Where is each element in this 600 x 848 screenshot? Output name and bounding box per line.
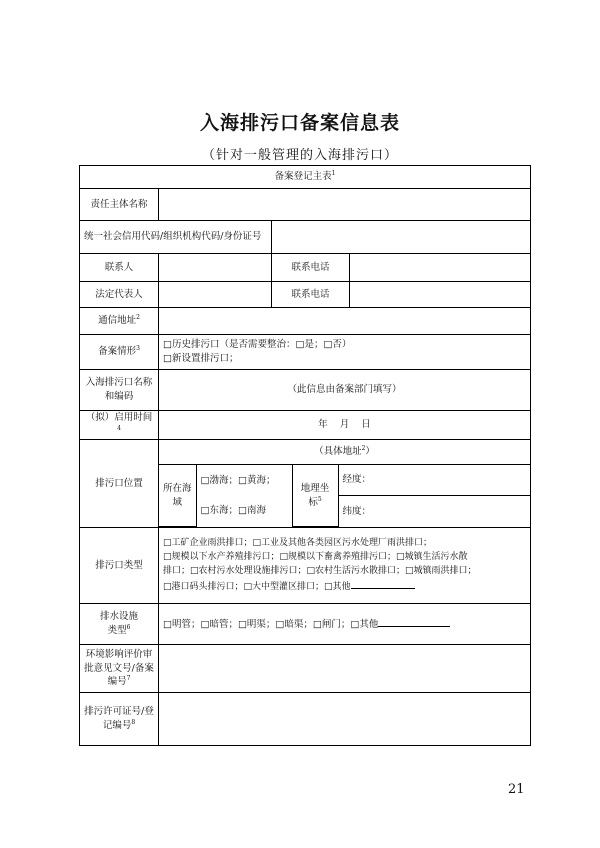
contact-phone-value[interactable] — [350, 254, 531, 282]
credit-code-label: 统一社会信用代码/组织机构代码/身份证号 — [80, 221, 272, 254]
section-header: 备案登记主表$^1$ — [80, 166, 531, 189]
outlet-type-other-blank[interactable] — [351, 579, 415, 589]
outlet-location-label: 排污口位置 — [80, 439, 159, 528]
coordinate-label: 地理坐标$^5$ — [292, 465, 338, 527]
credit-code-value[interactable] — [272, 221, 531, 254]
outlet-location-block — [159, 439, 531, 528]
drainage-other-blank[interactable] — [378, 617, 450, 627]
sea-area-options-1[interactable]: □渤海；□黄海； — [196, 465, 292, 496]
outlet-type-line-3[interactable]: 排口；□农村污水处理设施排污口；□农村生活污水散排口；□城镇雨洪排口； — [163, 565, 477, 576]
mailing-address-label: 通信地址$^2$ — [80, 308, 159, 335]
outlet-location-inner — [159, 440, 530, 528]
eia-label: 环境影响评价审批意见文号/备案编号$^7$ — [80, 645, 159, 693]
outlet-type-line-1[interactable]: □工矿企业雨洪排口；□工业及其他各类园区污水处理厂雨洪排口； — [163, 537, 433, 548]
legal-rep-phone-label: 联系电话 — [272, 282, 350, 308]
start-time-label: （拟）启用时间$^4$ — [80, 411, 159, 440]
contact-label: 联系人 — [80, 254, 159, 282]
latitude-field[interactable]: 纬度： — [338, 496, 530, 527]
filing-situation-row — [80, 335, 531, 370]
eia-value[interactable] — [159, 645, 531, 693]
filing-situation-label: 备案情形$^3$ — [80, 335, 159, 370]
longitude-field[interactable]: 经度： — [338, 465, 530, 496]
contact-value[interactable] — [159, 254, 272, 282]
page-subtitle: （针对一般管理的入海排污口） — [201, 148, 398, 163]
start-time-row — [80, 411, 531, 440]
drainage-row — [80, 604, 531, 645]
sea-area-options-2[interactable]: □东海；□南海 — [196, 496, 292, 527]
outlet-type-line-2[interactable]: □规模以下水产养殖排污口；□规模以下畜禽养殖排污口；□城镇生活污水散 — [163, 551, 468, 562]
legal-rep-label: 法定代表人 — [80, 282, 159, 308]
outlet-name-value: （此信息由备案部门填写） — [159, 370, 531, 411]
legal-rep-phone-value[interactable] — [350, 282, 531, 308]
page-title: 入海排污口备案信息表 — [199, 112, 400, 134]
outlet-type-line-4[interactable]: □港口码头排污口；□大中型灌区排口；□其他 — [163, 579, 526, 595]
mailing-address-value[interactable] — [159, 308, 531, 335]
permit-value[interactable] — [159, 693, 531, 746]
contact-row — [80, 254, 531, 282]
drainage-label: 排水设施 类型$^6$ — [80, 604, 159, 645]
drainage-options[interactable]: □明管；□暗管；□明渠；□暗渠；□闸门；□其他 — [159, 604, 531, 645]
responsible-entity-label: 责任主体名称 — [80, 189, 159, 221]
outlet-type-options[interactable] — [159, 528, 531, 604]
filing-situation-new[interactable]: □新设置排污口； — [163, 353, 239, 364]
legal-rep-value[interactable] — [159, 282, 272, 308]
filing-form-table — [79, 165, 531, 746]
sea-area-label: 所在海域 — [159, 465, 196, 527]
permit-label: 排污许可证号/登记编号$^8$ — [80, 693, 159, 746]
filing-situation-historic[interactable]: □历史排污口（是否需要整治：□是；□否） — [163, 339, 352, 351]
permit-row — [80, 693, 531, 746]
legal-rep-row — [80, 282, 531, 308]
filing-situation-options[interactable] — [159, 335, 531, 370]
section-header-row — [80, 166, 531, 189]
outlet-name-label: 入海排污口名称和编码 — [80, 370, 159, 411]
mailing-address-row — [80, 308, 531, 335]
responsible-entity-row — [80, 189, 531, 221]
page-number: 21 — [508, 782, 525, 797]
eia-row — [80, 645, 531, 693]
start-time-value[interactable]: 年 月 日 — [159, 411, 531, 440]
outlet-type-label: 排污口类型 — [80, 528, 159, 604]
outlet-name-row — [80, 370, 531, 411]
responsible-entity-value[interactable] — [159, 189, 531, 221]
outlet-location-row — [80, 439, 531, 528]
credit-code-row — [80, 221, 531, 254]
outlet-type-row — [80, 528, 531, 604]
contact-phone-label: 联系电话 — [272, 254, 350, 282]
specific-address[interactable]: （具体地址$^2$） — [159, 440, 530, 465]
